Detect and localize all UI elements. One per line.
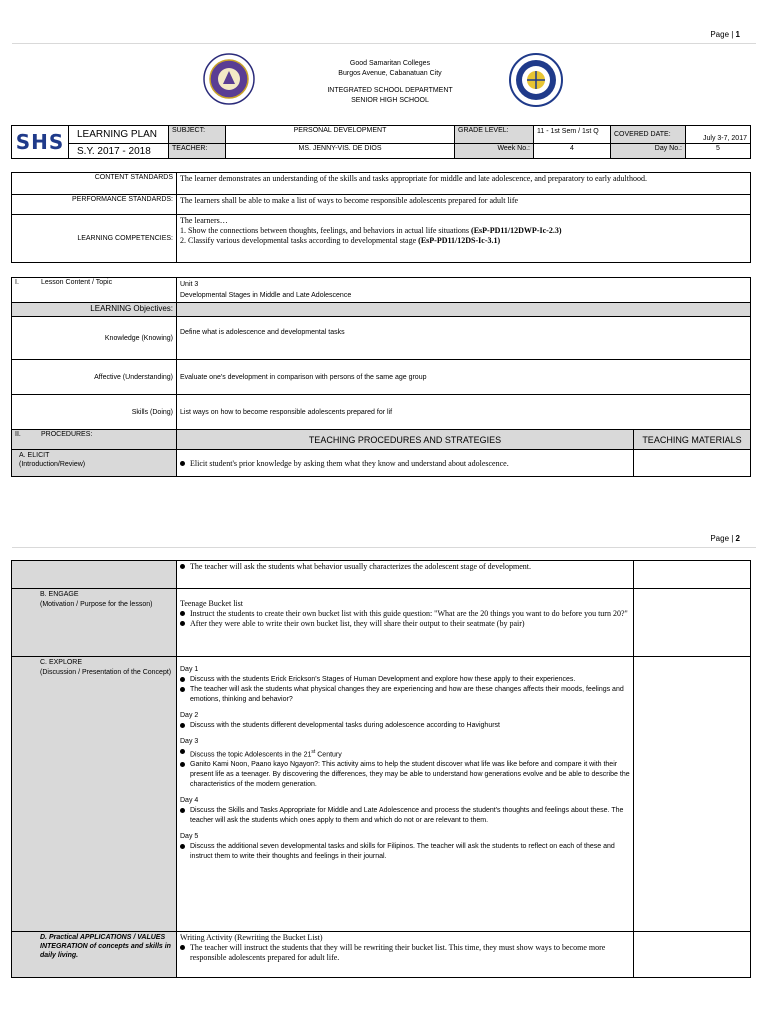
- skills-text: List ways on how to become responsible adolescents prepared for lif: [177, 395, 751, 430]
- day-label: Day No.:: [611, 144, 686, 159]
- day-1-label: Day 1: [180, 666, 199, 673]
- elicit-text: Elicit student's prior knowledge by asking them what they know and understand about adolescence.: [177, 450, 634, 477]
- elicit-cont-text: The teacher will ask the students what behavior usually characterizes the adolescent stage of development.: [177, 561, 634, 589]
- practical-title: Writing Activity (Rewriting the Bucket List): [180, 933, 323, 942]
- week-value: 4: [534, 144, 611, 159]
- learning-competencies-label: LEARNING COMPETENCIES:: [12, 215, 177, 263]
- shs-logo-cell: [12, 126, 69, 159]
- practical-label: D. Practical APPLICATIONS / VALUES INTEGRATION of concepts and skills in daily living.: [12, 932, 177, 978]
- engage-materials: [634, 589, 751, 657]
- shs-logo: SHS: [15, 130, 65, 154]
- elicit-cont-label: [12, 561, 177, 589]
- affective-text: Evaluate one's development in comparison with persons of the same age group: [177, 360, 751, 395]
- week-label: Week No.:: [455, 144, 534, 159]
- learning-competencies-text: [177, 215, 751, 263]
- page-number: Page | 2: [710, 534, 740, 543]
- day-value: 5: [686, 144, 751, 159]
- header-rule: [12, 547, 756, 548]
- plan-title: LEARNING PLAN: [69, 126, 169, 144]
- engage-bullet-1: Instruct the students to create their own bucket list with this guide question: "What are the 20 things you want to do before you turn 20?": [180, 609, 630, 619]
- subject-label: SUBJECT:: [169, 126, 226, 144]
- school-address: Burgos Avenue, Cabanatuan City: [338, 70, 442, 77]
- day-5-label: Day 5: [180, 833, 199, 841]
- bullet-icon: [180, 461, 185, 466]
- competency-1: 1. Show the connections between thoughts, feelings, and behaviors in actual life situations (EsP-PD11/12DWP-Ic-2.3): [180, 226, 562, 235]
- page-number: Page | 1: [710, 30, 740, 39]
- engage-content: [177, 589, 634, 657]
- grade-level-value: 11 - 1st Sem / 1st Q: [534, 126, 611, 144]
- bullet-icon: [180, 621, 185, 626]
- engage-title: Teenage Bucket list: [180, 599, 243, 608]
- college-seal-logo: [508, 53, 564, 107]
- document-page-2: [0, 530, 768, 1024]
- lesson-topic: [177, 278, 751, 303]
- content-standards-text: The learner demonstrates an understanding of the skills and tasks appropriate for middle and late adolescence, and preparatory to early adulthood.: [177, 173, 751, 195]
- lesson-content-label: I. Lesson Content / Topic: [12, 278, 177, 303]
- materials-header: TEACHING MATERIALS: [634, 430, 751, 450]
- performance-standards-label: PERFORMANCE STANDARDS:: [12, 195, 177, 215]
- teacher-label: TEACHER:: [169, 144, 226, 159]
- strategies-header: TEACHING PROCEDURES AND STRATEGIES: [177, 430, 634, 450]
- explore-materials: [634, 657, 751, 932]
- competency-2: 2. Classify various developmental tasks according to developmental stage (EsP-PD11/12DS-Ic-3.1): [180, 236, 501, 245]
- learning-objectives-blank: [177, 303, 751, 317]
- elicit-cont-materials: [634, 561, 751, 589]
- school-header: [270, 59, 510, 106]
- competencies-intro: The learners…: [180, 216, 228, 225]
- day-2-label: Day 2: [180, 712, 199, 719]
- bullet-icon: [180, 677, 185, 682]
- subject-value: PERSONAL DEVELOPMENT: [226, 126, 455, 144]
- plan-header-table: [11, 125, 751, 159]
- bullet-icon: [180, 808, 185, 813]
- procedures-table: [11, 560, 751, 978]
- page-gap: [0, 500, 768, 530]
- knowledge-label: Knowledge (Knowing): [12, 317, 177, 360]
- header-rule: [12, 43, 756, 44]
- school-department: INTEGRATED SCHOOL DEPARTMENT: [327, 87, 453, 94]
- engage-label: B. ENGAGE (Motivation / Purpose for the lesson): [12, 589, 177, 657]
- learning-objectives-label: LEARNING Objectives:: [12, 303, 177, 317]
- explore-content: Day 1 Discuss with the students Erick Erickson's Stages of Human Development and explore how these apply to their experiences. The teacher will ask the students what physical changes they are experiencing and how are these changes affects their moods, feelings and emotions, thinking and behavior? Day 2 Discuss with the students different developmental tasks during adolescence according to Havighurst Day 3 Discuss the topic Adolescents in the 21st Century Ganito Kami Noon, Paano kayo Ngayon?: This activity aims to help the student discover what life was like before and compare it with their present life as a teenager. By discovering the differences, they may be able to understand how generations evolve and be able to describe the characteristics of the modern generation. Day 4 Discuss the Skills and Tasks Appropriate for Middle and Late Adolescence and process the student's thoughts and feelings about these. The teacher will ask the students which ones apply to them and which do not or are relevant to them. Day 5 Discuss the additional seven developmental tasks and skills for Filipinos. The teacher will ask the students to reflect on each of these and instruct them to write their thoughts and feelings in their journal.: [177, 657, 634, 932]
- skills-label: Skills (Doing): [12, 395, 177, 430]
- school-division: SENIOR HIGH SCHOOL: [351, 97, 429, 104]
- elicit-label: A. ELICIT (Introduction/Review): [12, 450, 177, 477]
- bullet-icon: [180, 723, 185, 728]
- unit-number: Unit 3: [180, 281, 199, 288]
- affective-label: Affective (Understanding): [12, 360, 177, 395]
- deped-seal-logo: [203, 53, 255, 105]
- lesson-table: [11, 277, 751, 477]
- document-page-1: [0, 0, 768, 500]
- engage-bullet-2: After they were able to write their own bucket list, they will share their output to their seatmate (by pair): [180, 619, 630, 629]
- day-3-label: Day 3: [180, 738, 199, 745]
- topic-title: Developmental Stages in Middle and Late Adolescence: [180, 292, 352, 299]
- bullet-icon: [180, 749, 185, 754]
- school-name: Good Samaritan Colleges: [349, 60, 431, 67]
- teacher-value: MS. JENNY-VIS. DE DIOS: [226, 144, 455, 159]
- day-4-label: Day 4: [180, 797, 199, 805]
- practical-content: Writing Activity (Rewriting the Bucket List) The teacher will instruct the students that they will be rewriting their bucket list. This time, they must show ways to become more responsible adolescents prepared for adult life.: [177, 932, 634, 978]
- practical-materials: [634, 932, 751, 978]
- performance-standards-text: The learners shall be able to make a list of ways to become responsible adolescents prepared for adult life: [177, 195, 751, 215]
- bullet-icon: [180, 844, 185, 849]
- bullet-icon: [180, 564, 185, 569]
- grade-level-label: GRADE LEVEL:: [455, 126, 534, 144]
- standards-table: [11, 172, 751, 263]
- content-standards-label: CONTENT STANDARDS: [12, 173, 177, 195]
- bullet-icon: [180, 762, 185, 767]
- covered-date-label: COVERED DATE:: [611, 126, 686, 144]
- bullet-icon: [180, 611, 185, 616]
- covered-date-value: July 3-7, 2017: [686, 126, 751, 144]
- explore-label: C. EXPLORE (Discussion / Presentation of the Concept): [12, 657, 177, 932]
- elicit-materials: [634, 450, 751, 477]
- bullet-icon: [180, 945, 185, 950]
- bullet-icon: [180, 687, 185, 692]
- knowledge-text: Define what is adolescence and developmental tasks: [177, 317, 751, 360]
- procedures-label: II. PROCEDURES:: [12, 430, 177, 450]
- school-year: S.Y. 2017 - 2018: [69, 144, 169, 159]
